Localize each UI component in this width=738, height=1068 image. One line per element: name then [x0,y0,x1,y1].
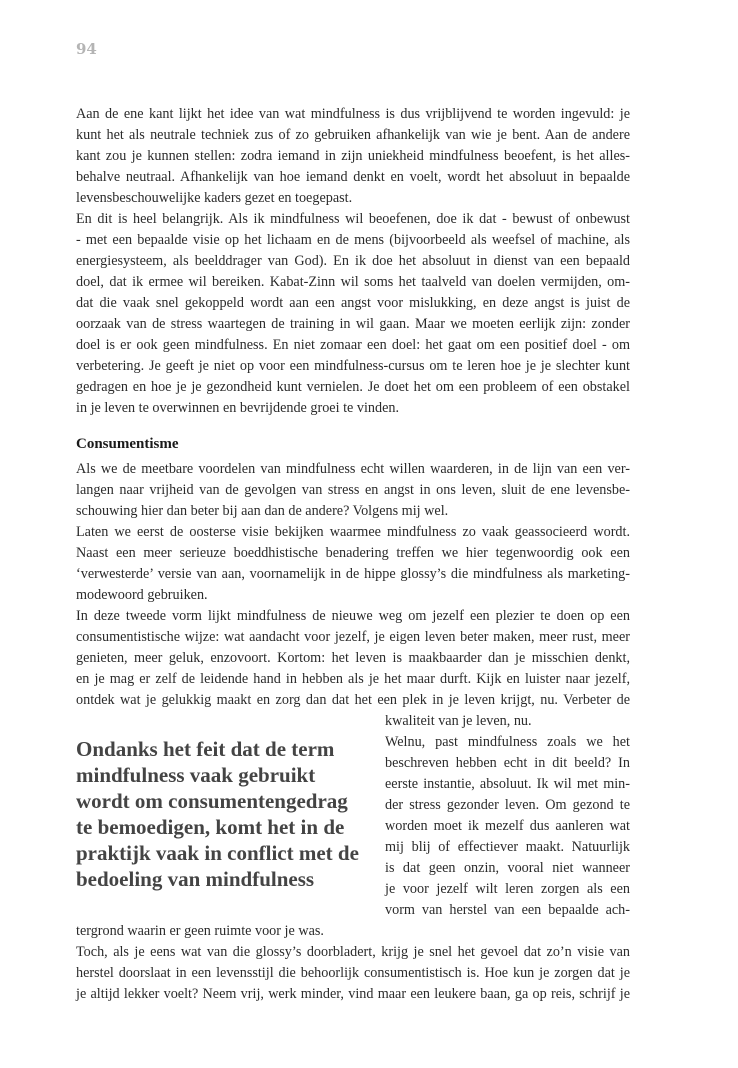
body-text-line: Toch, als je eens wat van die glossy’s doorbladert, krijg je snel het gevoel dat zo’n visie van [76,944,630,960]
body-text-line: modewoord gebruiken. [76,587,208,603]
body-text-line: doel is er ook geen mindfulness. En niet zomaar een doel: het gaat om een positief doel - om [76,337,630,353]
body-text-line: in je leven te overwinnen en bevrijdende groei te vinden. [76,400,400,416]
body-text-line: dat die vaak snel gekoppeld wordt aan een angst voor mislukking, en deze angst is juist de [76,295,630,311]
section-heading: Consumentisme [76,436,179,452]
body-text-line: verbetering. Je geeft je niet op voor een mindfulness-cursus om te leren hoe je je slechter kunt [76,358,630,374]
body-text-line: genieten, meer geluk, enzovoort. Kortom: het leven is maakbaarder dan je misschien denkt, [76,650,630,666]
body-text-line: herstel doorslaat in een levensstijl die behoorlijk consumentistisch is. Hoe kun je zorgen dat je [76,965,630,981]
body-text-line: tergrond waarin er geen ruimte voor je was. [76,923,324,939]
body-text-line: Laten we eerst de oosterse visie bekijken waarmee mindfulness zo vaak geassocieerd wordt. [76,524,630,540]
pull-quote-line: Ondanks het feit dat de term [76,737,335,761]
body-text-line: kant zou je kunnen stellen: zodra iemand in zijn uniekheid mindfulness beoefent, is het alles- [76,148,630,164]
pull-quote-line: wordt om consumentengedrag [76,789,348,813]
body-text-line: en je mag er zelf de leidende hand in hebben als je het maar durft. Kijk en luister naar jezelf, [76,671,630,687]
body-text-line: gedragen en hoe je je gezondheid kunt vernielen. Je doet het om een probleem of een obstakel [76,379,630,395]
body-text-line: oorzaak van de stress waartegen de training in wil gaan. Maar we moeten eerlijk zijn: zonder [76,316,630,332]
pull-quote-line: bedoeling van mindfulness [76,867,315,891]
column-text-line: der stress gezonder leven. Om gezond te [385,797,630,813]
column-text-line: mij blij of effectiever maakt. Natuurlijk [385,839,630,855]
body-text-line: Als we de meetbare voordelen van mindfulness echt willen waarderen, in de lijn van een ver- [76,461,630,477]
body-text-line: En dit is heel belangrijk. Als ik mindfulness wil beoefenen, doe ik dat - bewust of onbewust [76,211,630,227]
column-text-line: Welnu, past mindfulness zoals we het [385,734,630,750]
pull-quote-line: mindfulness vaak gebruikt [76,763,316,787]
column-text-line: beschreven hebben echt in dit beeld? In [385,755,630,771]
column-text-line: eerste instantie, absoluut. Ik wil met min- [385,776,630,792]
column-text-line: vorm van herstel van een bepaalde ach- [385,902,630,918]
pull-quote [76,736,376,892]
page-number: 94 [76,40,97,58]
column-text-line: is dat geen onzin, vooral niet wanneer [385,860,630,876]
column-text-line: je voor jezelf wilt leren zorgen als een [385,881,630,897]
body-text-line: langen naar vrijheid van de gevolgen van stress en angst in ons leven, sluit de ene levensbe- [76,482,630,498]
body-text-line: - met een bepaalde visie op het lichaam en de mens (bijvoorbeeld als weefsel of machine, als [76,232,630,248]
pull-quote-line: praktijk vaak in conflict met de [76,841,359,865]
body-text-line: kunt het als neutrale techniek zus of zo gebruiken afhankelijk van wie je bent. Aan de andere [76,127,630,143]
body-text-line: ontdek wat je gelukkig maakt en zorg dan dat het een plek in je leven krijgt, nu. Verbeter de [76,692,630,708]
pull-quote-line: te bemoedigen, komt het in de [76,815,345,839]
body-text-line: ‘verwesterde’ versie van aan, voornamelijk in de hippe glossy’s die mindfulness als marketing- [76,566,630,582]
body-text-line: Naast een meer serieuze boeddhistische benadering treffen we hier tegenwoordig ook een [76,545,630,561]
body-text-line: energiesysteem, als beelddrager van God). En ik doe het absoluut in dienst van een bepaald [76,253,630,269]
body-text-line: behalve neutraal. Afhankelijk van hoe iemand denkt en voelt, wordt het absoluut in bepaalde [76,169,630,185]
body-text-line: je altijd lekker voelt? Neem vrij, werk minder, vind maar een leukere baan, ga op reis, schrijf je [76,986,630,1002]
body-text-line: schouwing hier dan beter bij aan dan de andere? Volgens mij wel. [76,503,449,519]
body-text-line: levensbeschouwelijke kaders gezet en toegepast. [76,190,353,206]
body-text-line: doel, dat ik ermee wil bereiken. Kabat-Zinn wil soms het taalveld van doelen vermijden, om- [76,274,630,290]
body-text-line: In deze tweede vorm lijkt mindfulness de nieuwe weg om jezelf een plezier te doen op een [76,608,630,624]
column-text-line: kwaliteit van je leven, nu. [385,713,532,729]
body-text-line: Aan de ene kant lijkt het idee van wat mindfulness is dus vrijblijvend te worden ingevuld: je [76,106,630,122]
column-text-line: worden moet ik mezelf dus aanleren wat [385,818,630,834]
body-text-line: consumentistische wijze: wat aandacht voor jezelf, je eigen leven beter maken, meer rust, meer [76,629,630,645]
